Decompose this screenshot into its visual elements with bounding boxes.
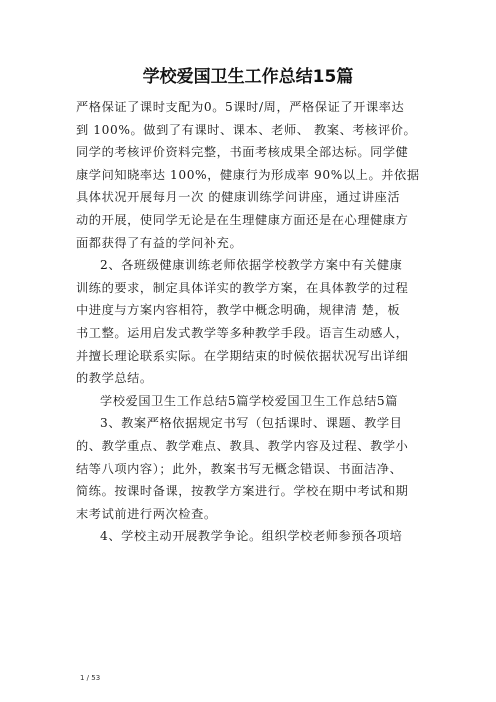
body-line: 严格保证了课时支配为0。5课时/周，严格保证了开课率达 [76,100,405,114]
document-body [76,96,428,548]
body-line: 的、教学重点、教学难点、教具、教学内容及过程、教学小 [76,438,409,453]
body-line: 同学的考核评价资料完整，书面考核成果全部达标。同学健 [76,145,409,160]
document-title: 学校爱国卫生工作总结15篇 [142,67,354,87]
body-line: 2、各班级健康训练老师依据学校教学方案中有关健康 [100,258,403,273]
body-line: 书工整。运用启发式教学等多种教学手段。语言生动感人， [76,325,409,340]
body-line: 动的开展，使同学无论是在生理健康方面还是在心理健康方 [76,212,409,227]
body-line: 康学问知晓率达 100%，健康行为形成率 90%以上。并依据 [76,167,420,182]
body-line: 简练。按课时备课，按教学方案进行。学校在期中考试和期 [76,484,409,499]
page-indicator: 1 / 53 [80,674,101,682]
body-line: 学校爱国卫生工作总结5篇学校爱国卫生工作总结5篇 [100,393,399,408]
body-line: 到 100%。做到了有课时、课本、老师、 教案、考核评价。 [76,122,417,137]
body-line: 训练的要求，制定具体详实的教学方案，在具体教学的过程 [76,280,409,295]
body-line: 并擅长理论联系实际。在学期结束的时候依据状况写出详细 [76,348,409,363]
body-line: 具体状况开展每月一次 的健康训练学问讲座，通过讲座活 [76,190,401,205]
body-line: 面都获得了有益的学问补充。 [76,235,243,250]
body-line: 中进度与方案内容相符，教学中概念明确，规律清 楚，板 [76,303,401,318]
body-line: 的教学总结。 [76,371,153,386]
body-line: 结等八项内容）；此外，教案书写无概念错误、书面洁净、 [76,461,403,476]
body-line: 3、教案严格依据规定书写（包括课时、课题、教学目 [100,416,403,431]
body-line: 末考试前进行两次检查。 [76,506,217,521]
body-line: 4、学校主动开展教学争论。组织学校老师参预各项培 [100,529,403,544]
